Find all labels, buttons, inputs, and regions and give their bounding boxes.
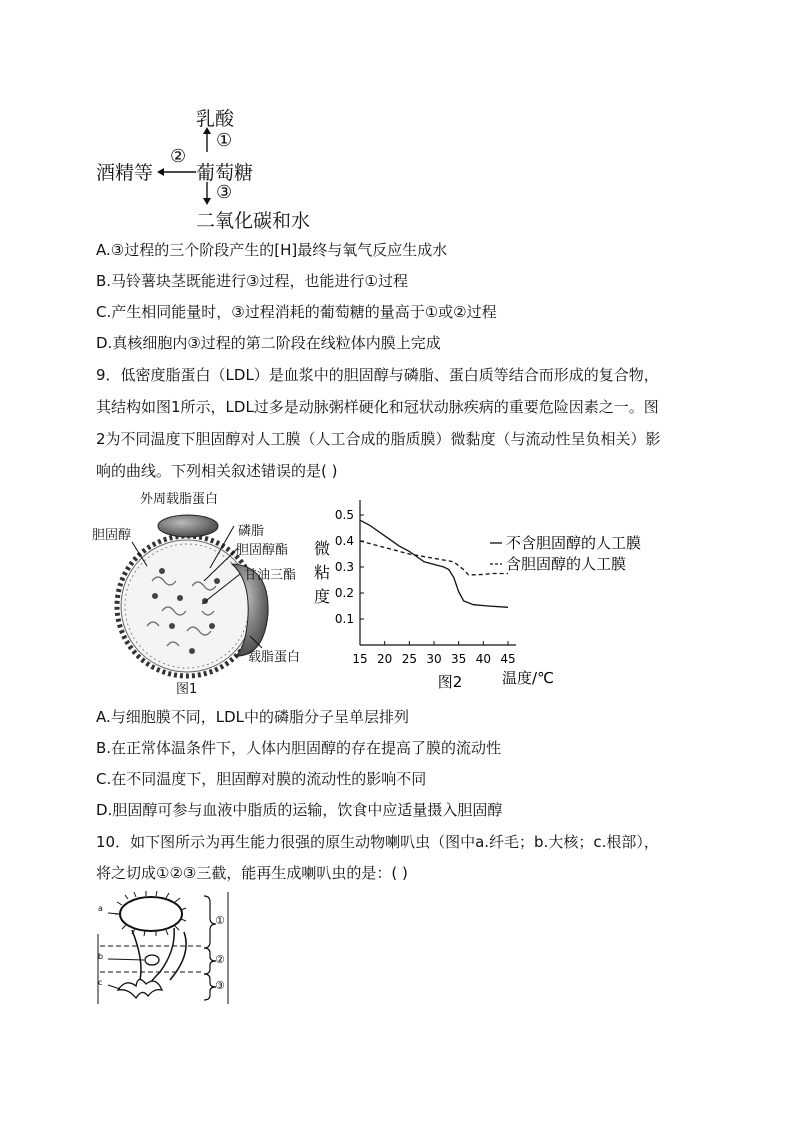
x-tick-label: 35: [451, 652, 467, 666]
y-axis-label: 粘: [313, 563, 331, 582]
y-tick-label: 0.4: [334, 534, 354, 548]
apoprotein-label: 载脂蛋白: [248, 650, 301, 665]
phospholipid-label: 磷脂: [238, 524, 265, 539]
q9-option-c: C.在不同温度下，胆固醇对膜的流动性的影响不同: [96, 770, 427, 788]
triglyceride-label: 甘油三酯: [244, 568, 297, 583]
figure-1-caption: 图1: [176, 682, 198, 697]
q9-option-b: B.在正常体温条件下，人体内胆固醇的存在提高了膜的流动性: [96, 739, 502, 757]
co2-water-label: 二氧化碳和水: [196, 210, 311, 232]
y-axis-label: 度: [313, 587, 331, 606]
q8-option-c: C.产生相同能量时，③过程消耗的葡萄糖的量高于①或②过程: [96, 303, 497, 321]
peripheral-apoprotein-label: 外周载脂蛋白: [140, 492, 219, 507]
stentor-figure: [96, 890, 236, 1008]
q10-stem-line-2: 将之切成①②③三截，能再生成喇叭虫的是：( ): [96, 864, 408, 882]
lactic-acid-label: 乳酸: [196, 108, 235, 130]
alcohol-label: 酒精等: [96, 162, 154, 184]
process-1-mark: ①: [216, 130, 233, 151]
process-3-mark: ③: [216, 182, 233, 203]
legend-label-1: 不含胆固醇的人工膜: [506, 534, 642, 552]
section-1-label: ①: [215, 914, 225, 927]
cholesterol-label: 胆固醇: [92, 528, 132, 543]
y-tick-label: 0.2: [334, 586, 354, 600]
x-tick-label: 15: [352, 652, 368, 666]
x-axis-label: 温度/℃: [502, 669, 554, 687]
x-tick-label: 25: [401, 652, 417, 666]
q9-option-d: D.胆固醇可参与血液中脂质的运输，饮食中应适量摄入胆固醇: [96, 801, 503, 819]
respiration-diagram: [96, 100, 336, 230]
x-tick-label: 20: [377, 652, 393, 666]
q9-stem-line-1: 9．低密度脂蛋白（LDL）是血浆中的胆固醇与磷脂、蛋白质等结合而形成的复合物，: [96, 366, 659, 384]
glucose-label: 葡萄糖: [196, 162, 254, 184]
x-tick-label: 30: [426, 652, 442, 666]
series-line-2: [360, 541, 508, 575]
series-line-1: [360, 520, 508, 607]
q8-option-b: B.马铃薯块茎既能进行③过程，也能进行①过程: [96, 272, 408, 290]
cholesterol-ester-label: 胆固醇酯: [236, 543, 289, 558]
q8-option-d: D.真核细胞内③过程的第二阶段在线粒体内膜上完成: [96, 334, 441, 352]
y-axis-label: 微: [313, 539, 331, 558]
q9-stem-line-3: 2为不同温度下胆固醇对人工膜（人工合成的脂质膜）微黏度（与流动性呈负相关）影: [96, 430, 661, 448]
x-tick-label: 40: [475, 652, 491, 666]
q9-stem-line-4: 响的曲线。下列相关叙述错误的是( ): [96, 462, 338, 480]
label-b: b: [98, 952, 104, 961]
viscosity-chart: [300, 490, 700, 700]
y-tick-label: 0.3: [334, 560, 354, 574]
label-c: c: [98, 978, 103, 987]
viscosity-chart-svg: [300, 490, 700, 700]
section-3-label: ③: [215, 979, 225, 992]
q10-stem-line-1: 10．如下图所示为再生能力很强的原生动物喇叭虫（图中a.纤毛；b.大核；c.根部），: [96, 833, 659, 851]
ldl-figure: [92, 486, 320, 696]
section-2-label: ②: [215, 953, 225, 966]
y-tick-label: 0.1: [334, 612, 354, 626]
y-tick-label: 0.5: [334, 508, 354, 522]
q8-option-a: A.③过程的三个阶段产生的[H]最终与氧气反应生成水: [96, 241, 448, 259]
x-tick-label: 45: [500, 652, 516, 666]
q9-option-a: A.与细胞膜不同，LDL中的磷脂分子呈单层排列: [96, 708, 410, 726]
legend-label-2: 含胆固醇的人工膜: [506, 555, 627, 573]
label-a: a: [98, 904, 103, 913]
figure-2-caption: 图2: [437, 673, 463, 691]
q9-stem-line-2: 其结构如图1所示，LDL过多是动脉粥样硬化和冠状动脉疾病的重要危险因素之一。图: [96, 398, 659, 416]
process-2-mark: ②: [170, 146, 187, 167]
